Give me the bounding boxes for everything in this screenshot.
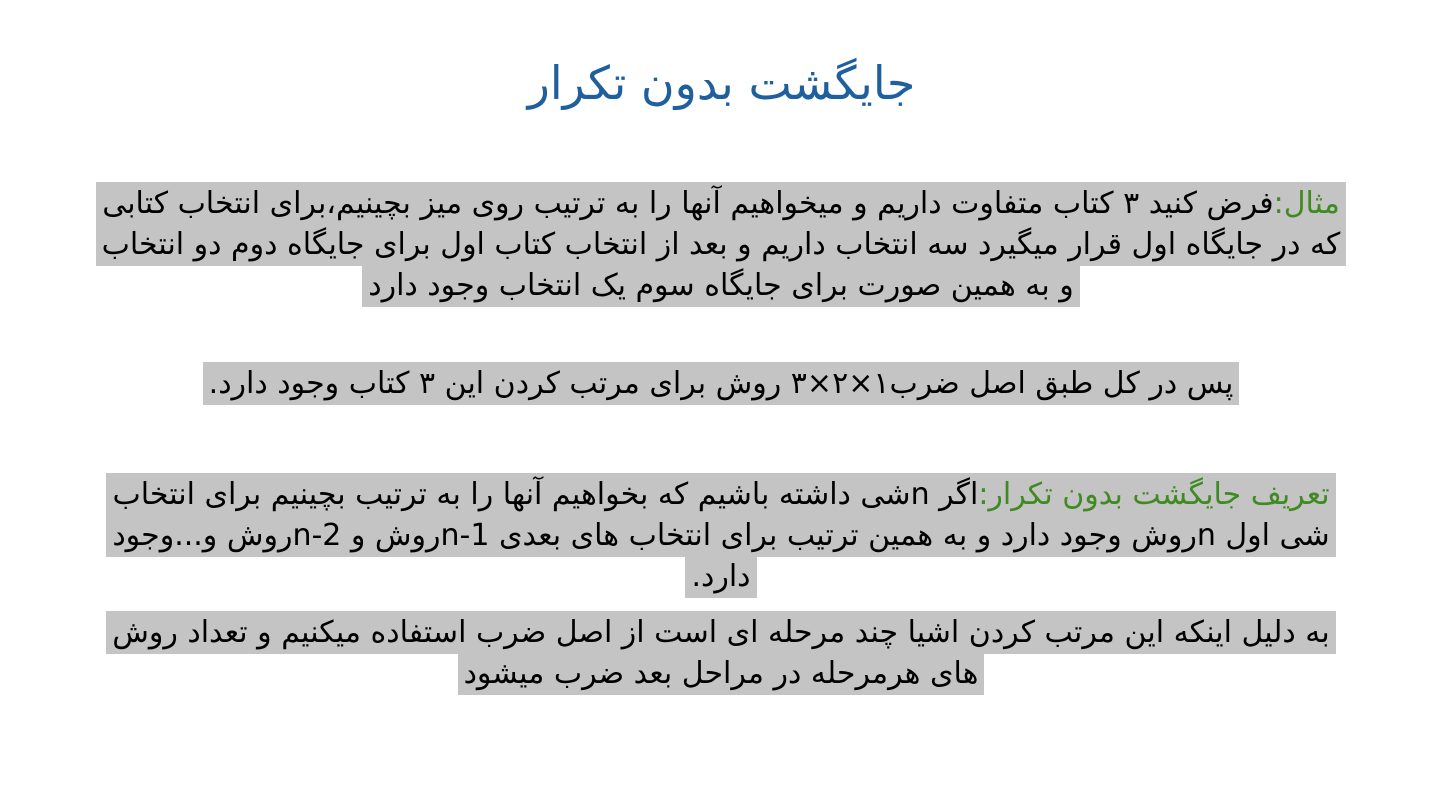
definition-part-1: اگر — [929, 477, 979, 512]
definition-part-3: روش وجود دارد و به همین ترتیب برای انتخاب های بعدی — [489, 518, 1197, 553]
definition-var-n-second: n — [1196, 518, 1216, 553]
definition-part-5: روش و...وجود دارد. — [112, 518, 751, 594]
definition-label: تعریف جایگشت بدون تکرار: — [978, 477, 1330, 512]
reason-paragraph — [90, 612, 1352, 694]
result-text: پس در کل طبق اصل ضرب۱×۲×۳ روش برای مرتب کردن این ۳ کتاب وجود دارد. — [203, 362, 1240, 405]
definition-var-n-minus-1: n-1 — [440, 518, 490, 553]
reason-text: به دلیل اینکه این مرتب کردن اشیا چند مرحله ای است از اصل ضرب استفاده میکنیم و تعداد روش های هرمرحله در مراحل بعد ضرب میشود — [106, 611, 1336, 695]
definition-paragraph — [90, 474, 1352, 597]
definition-var-n: n — [910, 477, 930, 512]
definition-part-4: روش و — [341, 518, 441, 553]
definition-part-2: شی داشته باشیم که بخواهیم آنها را به ترتیب بچینیم برای انتخاب شی اول — [112, 477, 1330, 553]
slide-title: جایگشت بدون تکرار — [527, 56, 916, 110]
example-label: مثال: — [1273, 186, 1340, 221]
definition-highlight — [106, 473, 1335, 598]
definition-var-n-minus-2: n-2 — [292, 518, 342, 553]
result-paragraph — [90, 363, 1352, 404]
example-text: فرض کنید ۳ کتاب متفاوت داریم و میخواهیم آنها را به ترتیب روی میز بچینیم،برای انتخاب کتابی که در جایگاه اول قرار میگیرد سه انتخاب داریم و بعد از انتخاب کتاب اول برای جایگاه دوم دو انتخاب و به همین صورت برای جایگاه سوم یک انتخاب وجود دارد — [101, 186, 1341, 303]
example-highlight — [96, 182, 1347, 307]
example-paragraph — [90, 183, 1352, 306]
